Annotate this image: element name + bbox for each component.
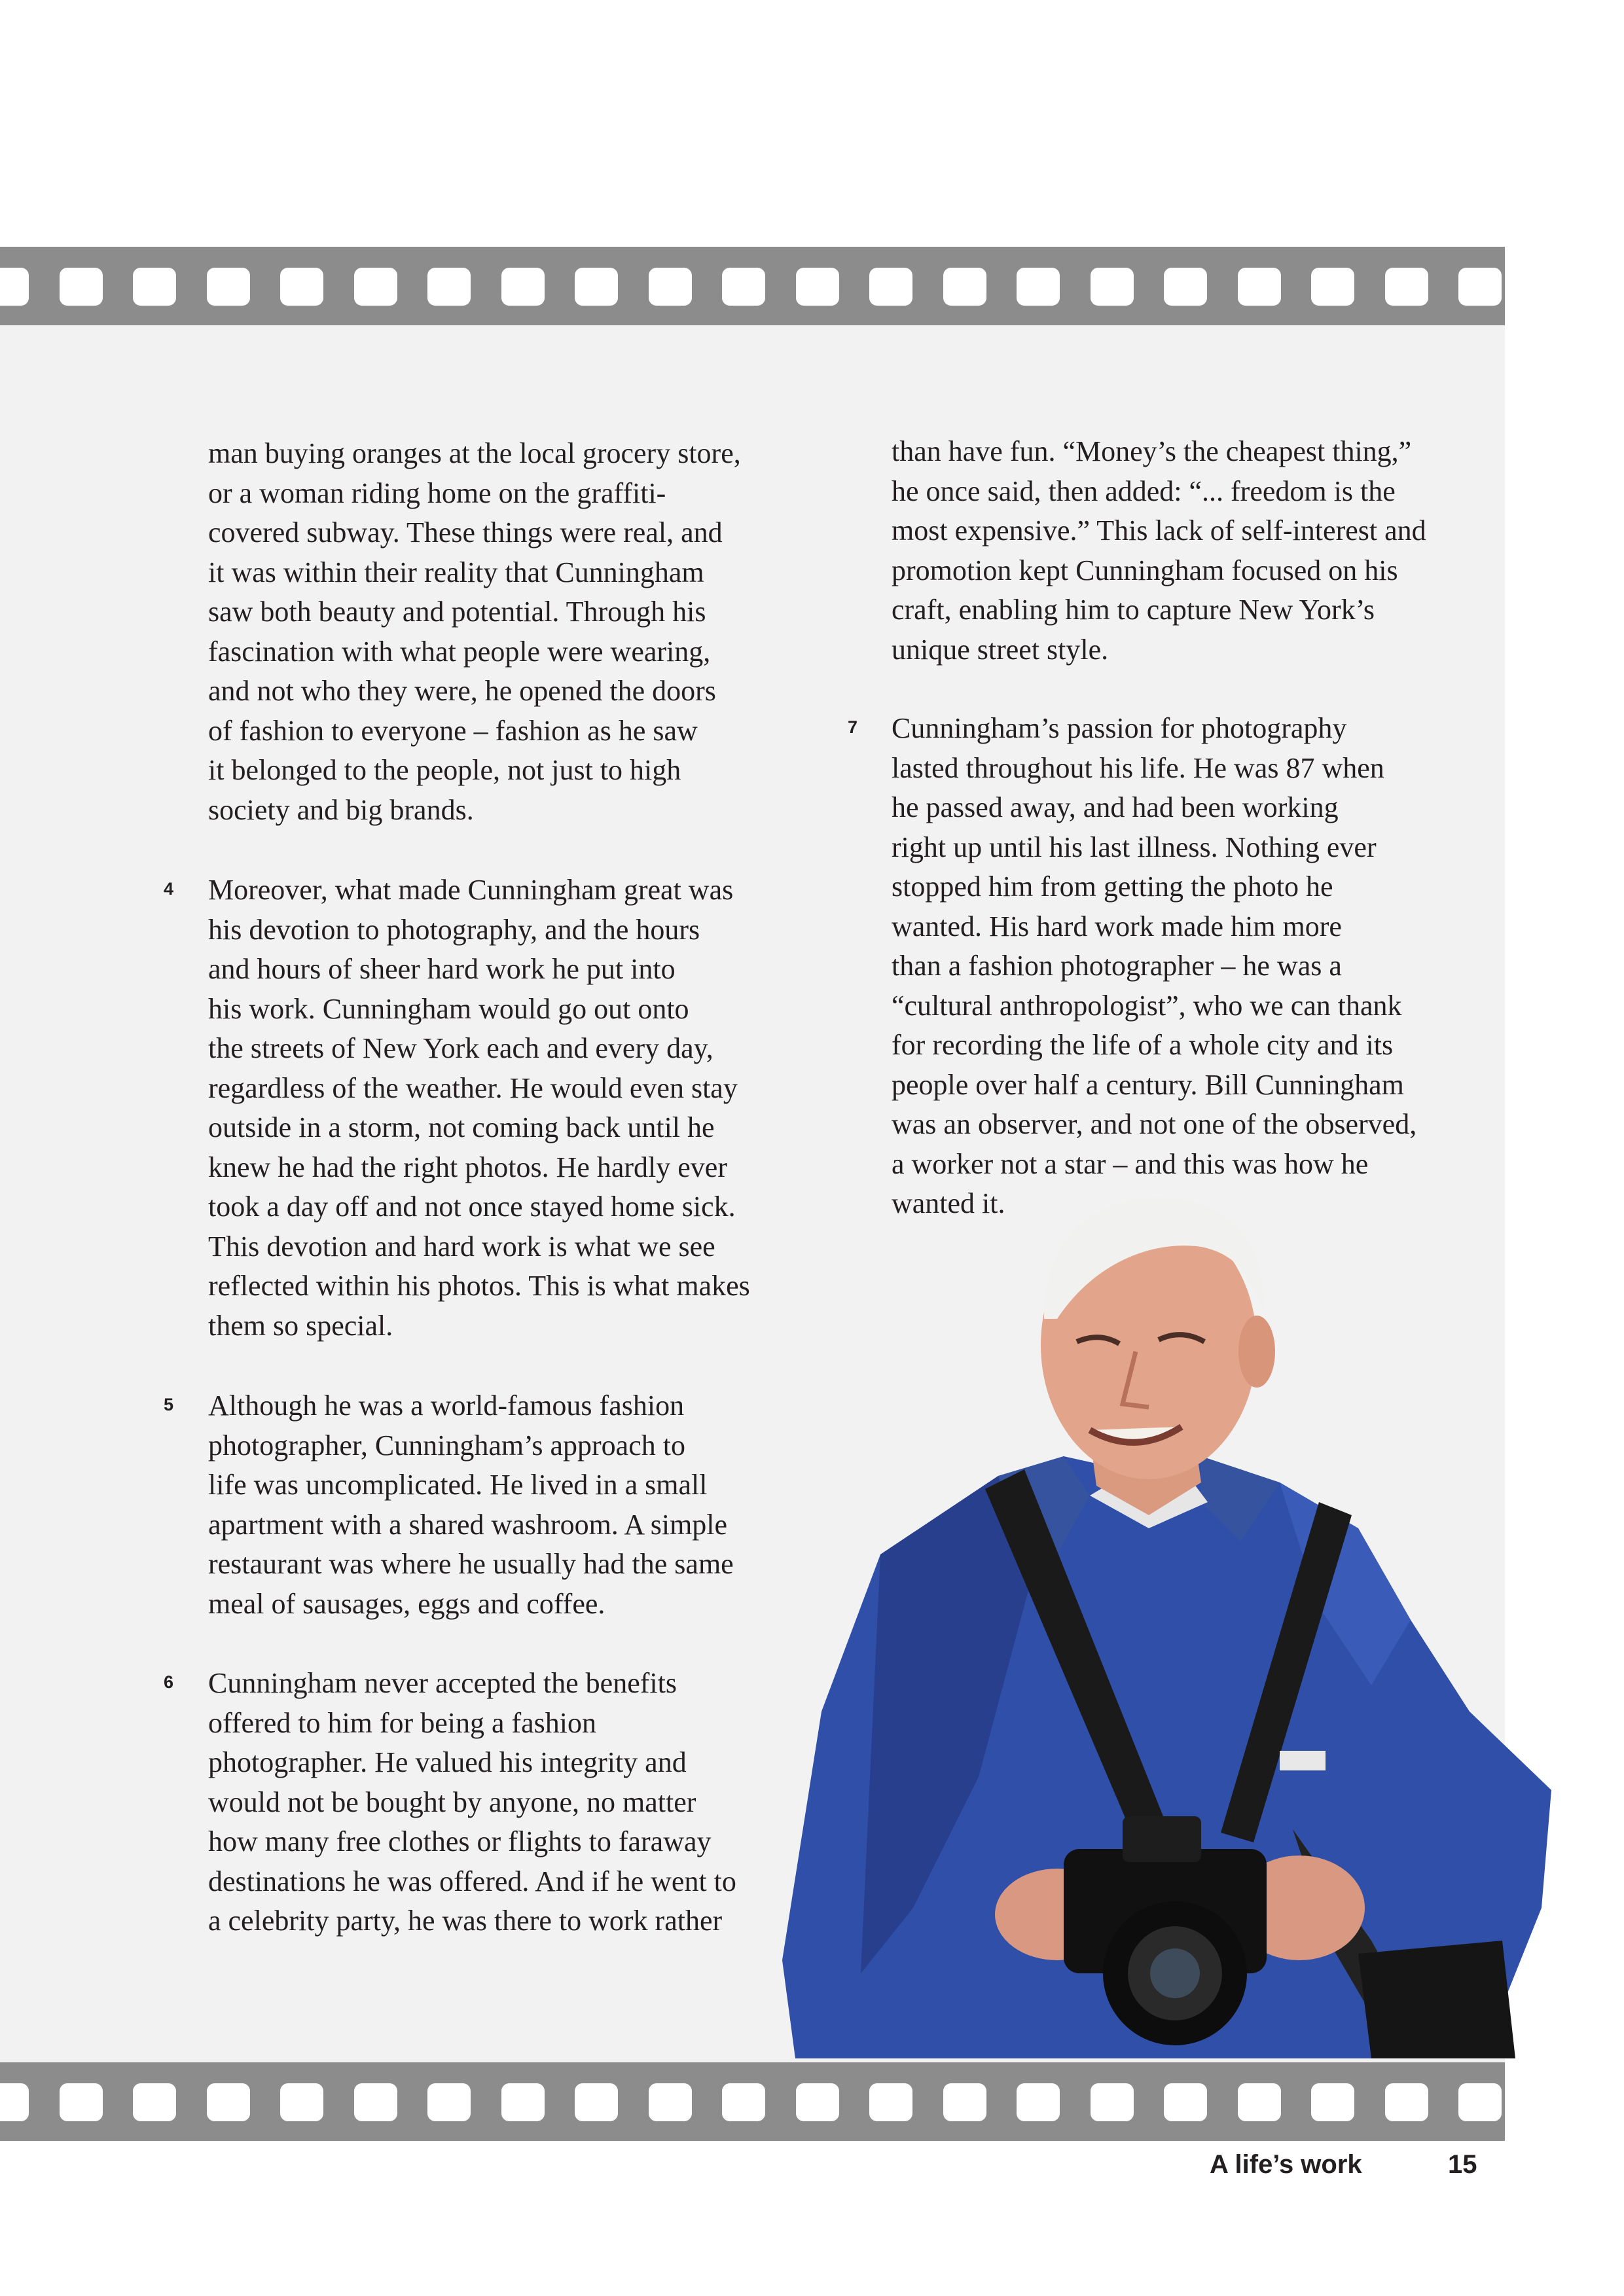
paragraph-number-7: 7 xyxy=(848,717,858,737)
film-perforation xyxy=(354,2083,397,2121)
film-perforation xyxy=(1164,2083,1207,2121)
film-perforation xyxy=(1311,268,1354,306)
film-perforation xyxy=(280,268,323,306)
film-perforation xyxy=(722,268,765,306)
film-strip-bottom xyxy=(0,2062,1505,2141)
film-perforation xyxy=(722,2083,765,2121)
film-perforation xyxy=(943,268,986,306)
film-perforation xyxy=(1385,268,1428,306)
film-perforation xyxy=(575,268,618,306)
film-perforation xyxy=(943,2083,986,2121)
film-perforation xyxy=(0,2083,29,2121)
film-perforation xyxy=(60,2083,103,2121)
film-perforation xyxy=(1311,2083,1354,2121)
film-perforation xyxy=(649,2083,692,2121)
paragraph-6-continued: than have fun. “Money’s the cheapest thing,” he once said, then added: “... freedom is the most expensive.” This lack of self-interest and promotion kept Cunningham focused on his craft, enabling him to capture New York’s unique street style. xyxy=(892,435,1426,666)
film-perforation xyxy=(1091,2083,1134,2121)
film-perforation xyxy=(427,2083,471,2121)
film-perforation xyxy=(60,268,103,306)
film-strip-top xyxy=(0,247,1505,325)
film-perforation xyxy=(280,2083,323,2121)
paragraph-number-5: 5 xyxy=(164,1395,174,1414)
film-perforation xyxy=(869,268,912,306)
paragraph-7: Cunningham’s passion for photography lasted throughout his life. He was 87 when he passed away, and had been working right up until his last illness. Nothing ever stopped him from getting the photo he wanted. His hard work made him more than a fashion photographer – he was a “cultural anthropologist”, who we can thank for recording the life of a whole city and its people over half a century. Bill Cunningham was an observer, and not one of the observed, a worker not a star – and this was how he wanted it. xyxy=(892,712,1417,1219)
film-perforation xyxy=(1238,2083,1281,2121)
film-perforation xyxy=(1458,2083,1502,2121)
film-perforation xyxy=(427,268,471,306)
film-perforation xyxy=(501,268,545,306)
film-perforation xyxy=(133,2083,176,2121)
film-perforation xyxy=(0,268,29,306)
page-number: 15 xyxy=(1448,2150,1477,2179)
paragraph-4: Moreover, what made Cunningham great was his devotion to photography, and the hours and hours of sheer hard work he put into his work. Cunningham would go out onto the streets of New York each and every day, regardless of the weather. He would even stay outside in a storm, not coming back until he knew he had the right photos. He hardly ever took a day off and not once stayed home sick. This devotion and hard work is what we see reflected within his photos. This is what makes them so special. xyxy=(208,874,750,1342)
paragraph-number-6: 6 xyxy=(164,1672,174,1692)
film-perforation xyxy=(1458,268,1502,306)
film-perforation xyxy=(501,2083,545,2121)
paragraph-5: Although he was a world-famous fashion photographer, Cunningham’s approach to life was uncomplicated. He lived in a small apartment with a shared washroom. A simple restaurant was where he usually had the same meal of sausages, eggs and coffee. xyxy=(208,1390,734,1620)
film-perforation xyxy=(796,2083,839,2121)
film-perforation xyxy=(207,268,250,306)
film-perforation xyxy=(1017,2083,1060,2121)
photographer-photo xyxy=(782,1188,1561,2058)
film-perforation xyxy=(1385,2083,1428,2121)
film-perforation xyxy=(1091,268,1134,306)
paragraph-3-continued: man buying oranges at the local grocery store, or a woman riding home on the graffiti- covered subway. These things were real, and it was within their reality that Cunningham saw both beauty and potential. Through his fascination with what people were wearing, and not who they were, he opened the doors of fashion to everyone – fashion as he saw it belonged to the people, not just to high society and big brands. xyxy=(208,437,741,826)
film-perforation xyxy=(649,268,692,306)
film-perforation xyxy=(207,2083,250,2121)
paragraph-6: Cunningham never accepted the benefits offered to him for being a fashion photographer. He valued his integrity and would not be bought by anyone, no matter how many free clothes or flights to faraway destinations he was offered. And if he went to a celebrity party, he was there to work rather xyxy=(208,1667,736,1937)
paragraph-number-4: 4 xyxy=(164,879,174,899)
film-perforation xyxy=(1017,268,1060,306)
film-perforation xyxy=(354,268,397,306)
film-perforation xyxy=(869,2083,912,2121)
film-perforation xyxy=(1164,268,1207,306)
film-perforation xyxy=(133,268,176,306)
film-perforation xyxy=(1238,268,1281,306)
film-perforation xyxy=(575,2083,618,2121)
film-perforation xyxy=(796,268,839,306)
section-title: A life’s work xyxy=(1210,2150,1362,2179)
